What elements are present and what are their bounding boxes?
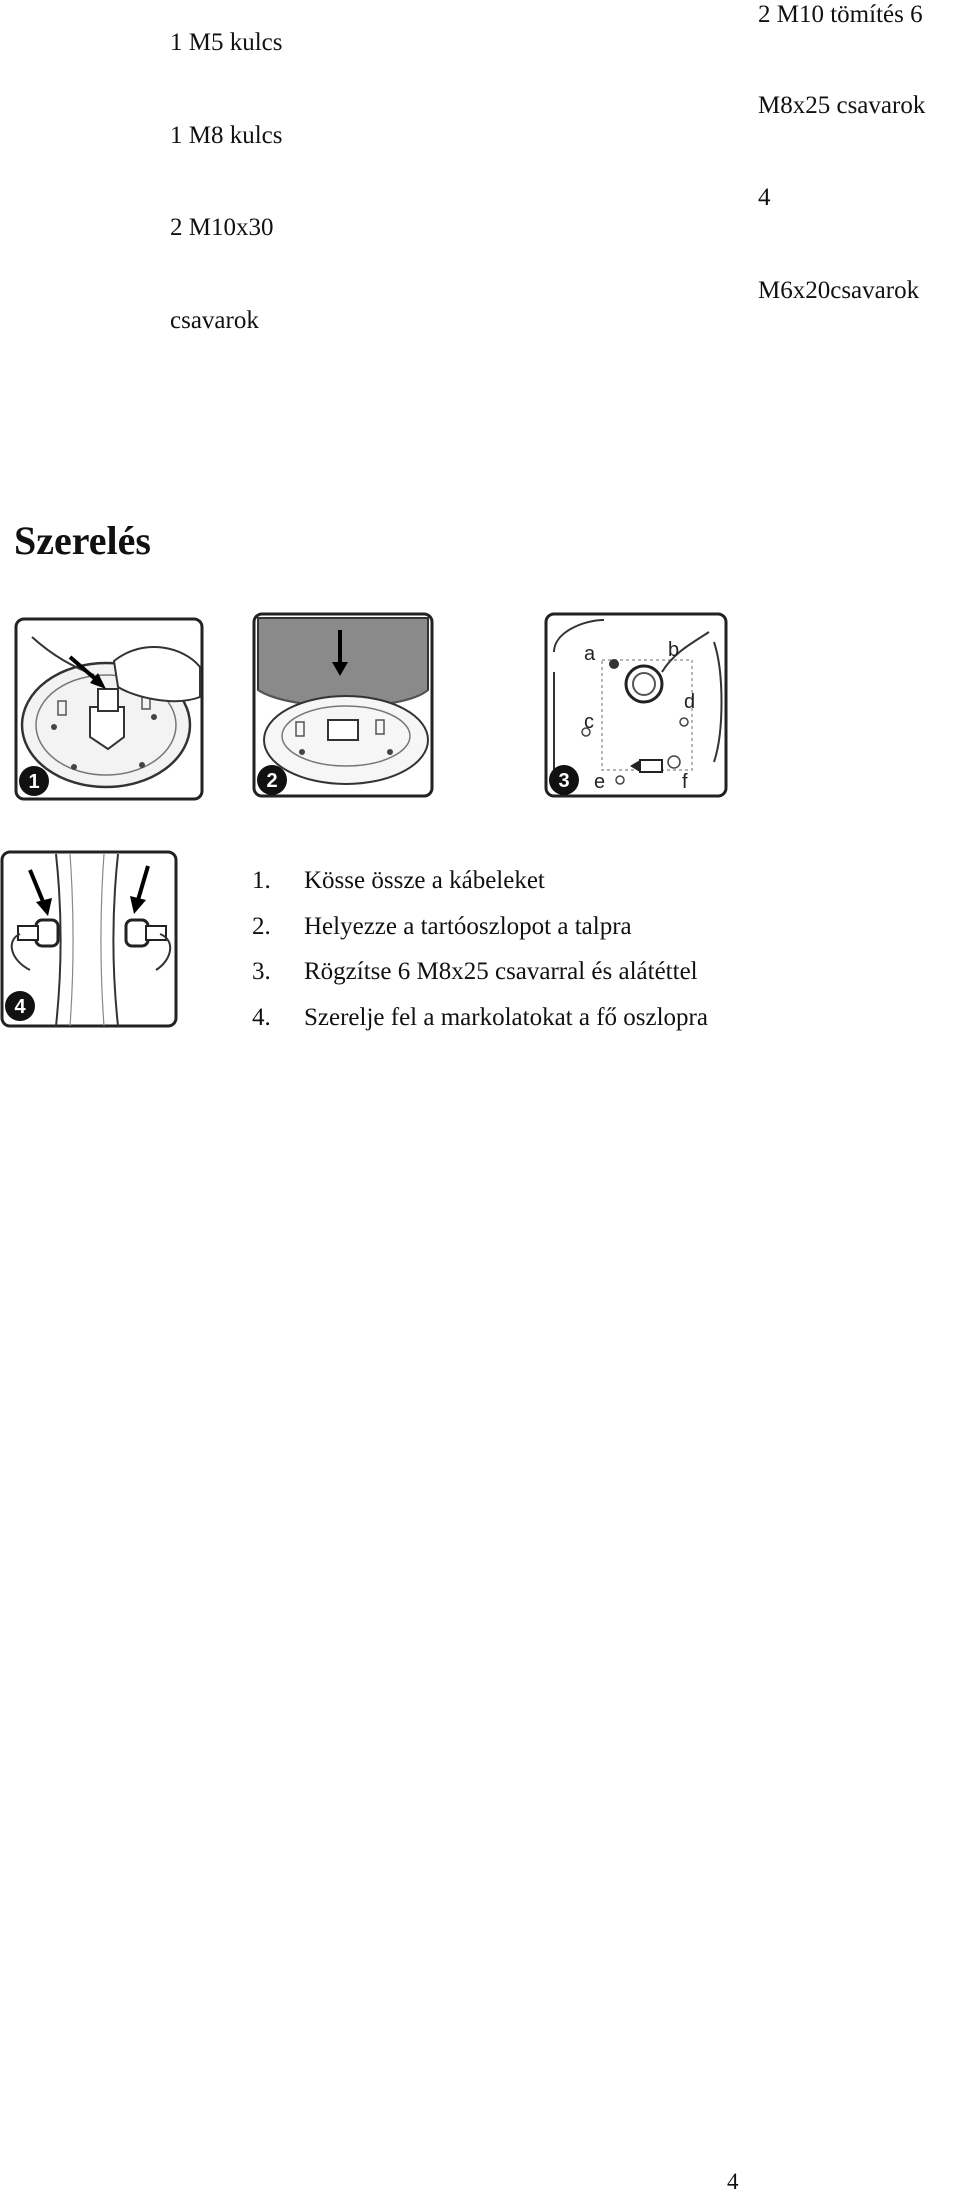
- figure-badge: 1: [28, 771, 40, 793]
- parts-item: M6x20csavarok: [758, 277, 920, 304]
- label-c: c: [584, 711, 594, 733]
- section-title: Szerelés: [14, 518, 151, 563]
- figure-badge: 2: [266, 770, 278, 792]
- step-item: [252, 949, 708, 995]
- page-number: 4: [727, 2169, 739, 2194]
- step-number: 4.: [252, 1003, 271, 1031]
- step-number: 3.: [252, 958, 271, 985]
- figure-2: [252, 612, 434, 798]
- step-text: Szerelje fel a markolatokat a fő oszlopra: [304, 1003, 708, 1031]
- step-text: Rögzítse 6 M8x25 csavarral és alátéttel: [304, 958, 698, 985]
- handle-mounting-illustration: [0, 850, 178, 1028]
- step-item: [252, 995, 708, 1041]
- parts-item: 2 M10 tömítés 6: [758, 1, 923, 28]
- parts-item: 2 M10x30: [170, 214, 274, 241]
- figure-1: [14, 617, 204, 801]
- step-number: 1.: [252, 867, 271, 894]
- step-number: 2.: [252, 912, 271, 940]
- step-text: Helyezze a tartóoszlopot a talpra: [304, 912, 632, 940]
- cable-connection-illustration: [14, 617, 204, 801]
- assembly-steps: [252, 858, 708, 1040]
- parts-item: M8x25 csavarok: [758, 92, 926, 119]
- parts-item: 1 M5 kulcs: [170, 29, 283, 56]
- label-d: d: [684, 691, 696, 713]
- step-item: [252, 858, 708, 904]
- step-item: [252, 904, 708, 950]
- label-e: e: [594, 771, 606, 793]
- column-placement-illustration: [252, 612, 434, 798]
- parts-item: 4: [758, 184, 771, 211]
- step-text: Kösse össze a kábeleket: [304, 867, 545, 894]
- figure-badge: 4: [14, 996, 26, 1018]
- label-b: b: [668, 639, 680, 661]
- figure-3: [544, 612, 728, 798]
- parts-item: 1 M8 kulcs: [170, 122, 283, 149]
- label-a: a: [584, 643, 596, 665]
- bolt-fixing-illustration: [544, 612, 728, 798]
- label-f: f: [682, 771, 688, 793]
- parts-item: csavarok: [170, 307, 259, 334]
- figure-4: [0, 850, 178, 1028]
- figure-badge: 3: [558, 770, 570, 792]
